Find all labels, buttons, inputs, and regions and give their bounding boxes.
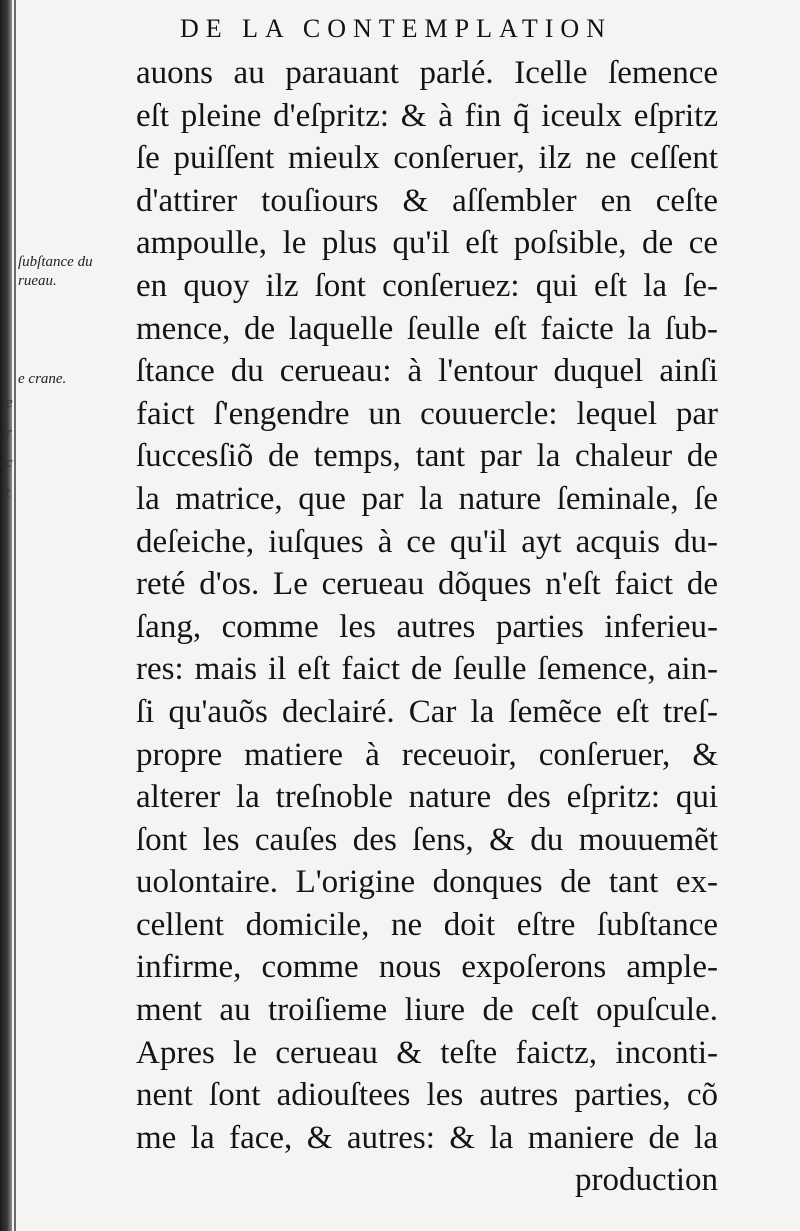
text-line: ampoulle, le plus qu'il eſt poſsible, de ce <box>136 225 718 262</box>
text-line: me la face, & autres: & la maniere de la <box>136 1119 718 1156</box>
text-line: uolontaire. L'origine donques de tant ex- <box>136 864 718 901</box>
text-line: res: mais il eſt faict de ſeulle ſemence, ain- <box>136 651 718 688</box>
margin-note-line: e crane. <box>18 371 67 387</box>
text-line: Apres le cerueau & teſte faictz, inconti- <box>136 1034 718 1071</box>
running-head: DE LA CONTEMPLATION <box>180 14 612 43</box>
binding-edge <box>0 0 12 1231</box>
text-line: alterer la treſnoble nature des eſpritz: qui <box>136 779 718 816</box>
margin-fragment: t <box>6 485 11 501</box>
margin-fragment: r <box>6 425 12 441</box>
text-line: ſont les cauſes des ſens, & du mouuemẽt <box>136 821 718 858</box>
text-line: en quoy ilz ſont conſeruez: qui eſt la ſe- <box>136 267 718 304</box>
binding-shadow-line <box>14 0 16 1231</box>
margin-note-line: ſubſtance du <box>18 254 93 270</box>
text-line: eſt pleine d'eſpritz: & à fin q̃ iceulx eſpritz <box>136 97 718 134</box>
text-line: ſe puiſſent mieulx conſeruer, ilz ne ceſſent <box>136 140 718 177</box>
text-line: deſeiche, iuſques à ce qu'il ayt acquis du- <box>136 523 718 560</box>
text-line: reté d'os. Le cerueau dõques n'eſt faict de <box>136 566 718 603</box>
text-line: faict ſ'engendre un couuercle: lequel par <box>136 395 718 432</box>
text-line: ſuccesſiõ de temps, tant par la chaleur de <box>136 438 718 475</box>
text-line: nent ſont adiouſtees les autres parties, cõ <box>136 1077 718 1114</box>
margin-note-line: rueau. <box>18 273 57 289</box>
margin-note-crane <box>18 370 108 389</box>
text-line: ſi qu'auõs declairé. Car la ſemẽce eſt treſ- <box>136 693 718 730</box>
catchword: production <box>575 1162 718 1199</box>
text-line: auons au parauant parlé. Icelle ſemence <box>136 55 718 91</box>
margin-fragments <box>6 388 13 508</box>
body-text <box>136 52 718 1202</box>
text-line: ſtance du cerueau: à l'entour duquel ainſi <box>136 353 718 390</box>
text-line: infirme, comme nous expoſerons ample- <box>136 949 718 986</box>
text-line: mence, de laquelle ſeulle eſt faicte la ſub- <box>136 310 718 347</box>
text-line: ſang, comme les autres parties inferieu- <box>136 608 718 645</box>
text-line: d'attirer touſiours & aſſembler en ceſte <box>136 182 718 219</box>
margin-fragment: e <box>6 395 13 411</box>
margin-fragment: c <box>6 455 13 471</box>
text-line: ment au troiſieme liure de ceſt opuſcule. <box>136 992 718 1029</box>
text-line: cellent domicile, ne doit eſtre ſubſtance <box>136 906 718 943</box>
text-line: propre matiere à receuoir, conſeruer, & <box>136 736 718 773</box>
margin-note-substance <box>18 253 128 291</box>
text-line: la matrice, que par la nature ſeminale, ſe <box>136 480 718 517</box>
